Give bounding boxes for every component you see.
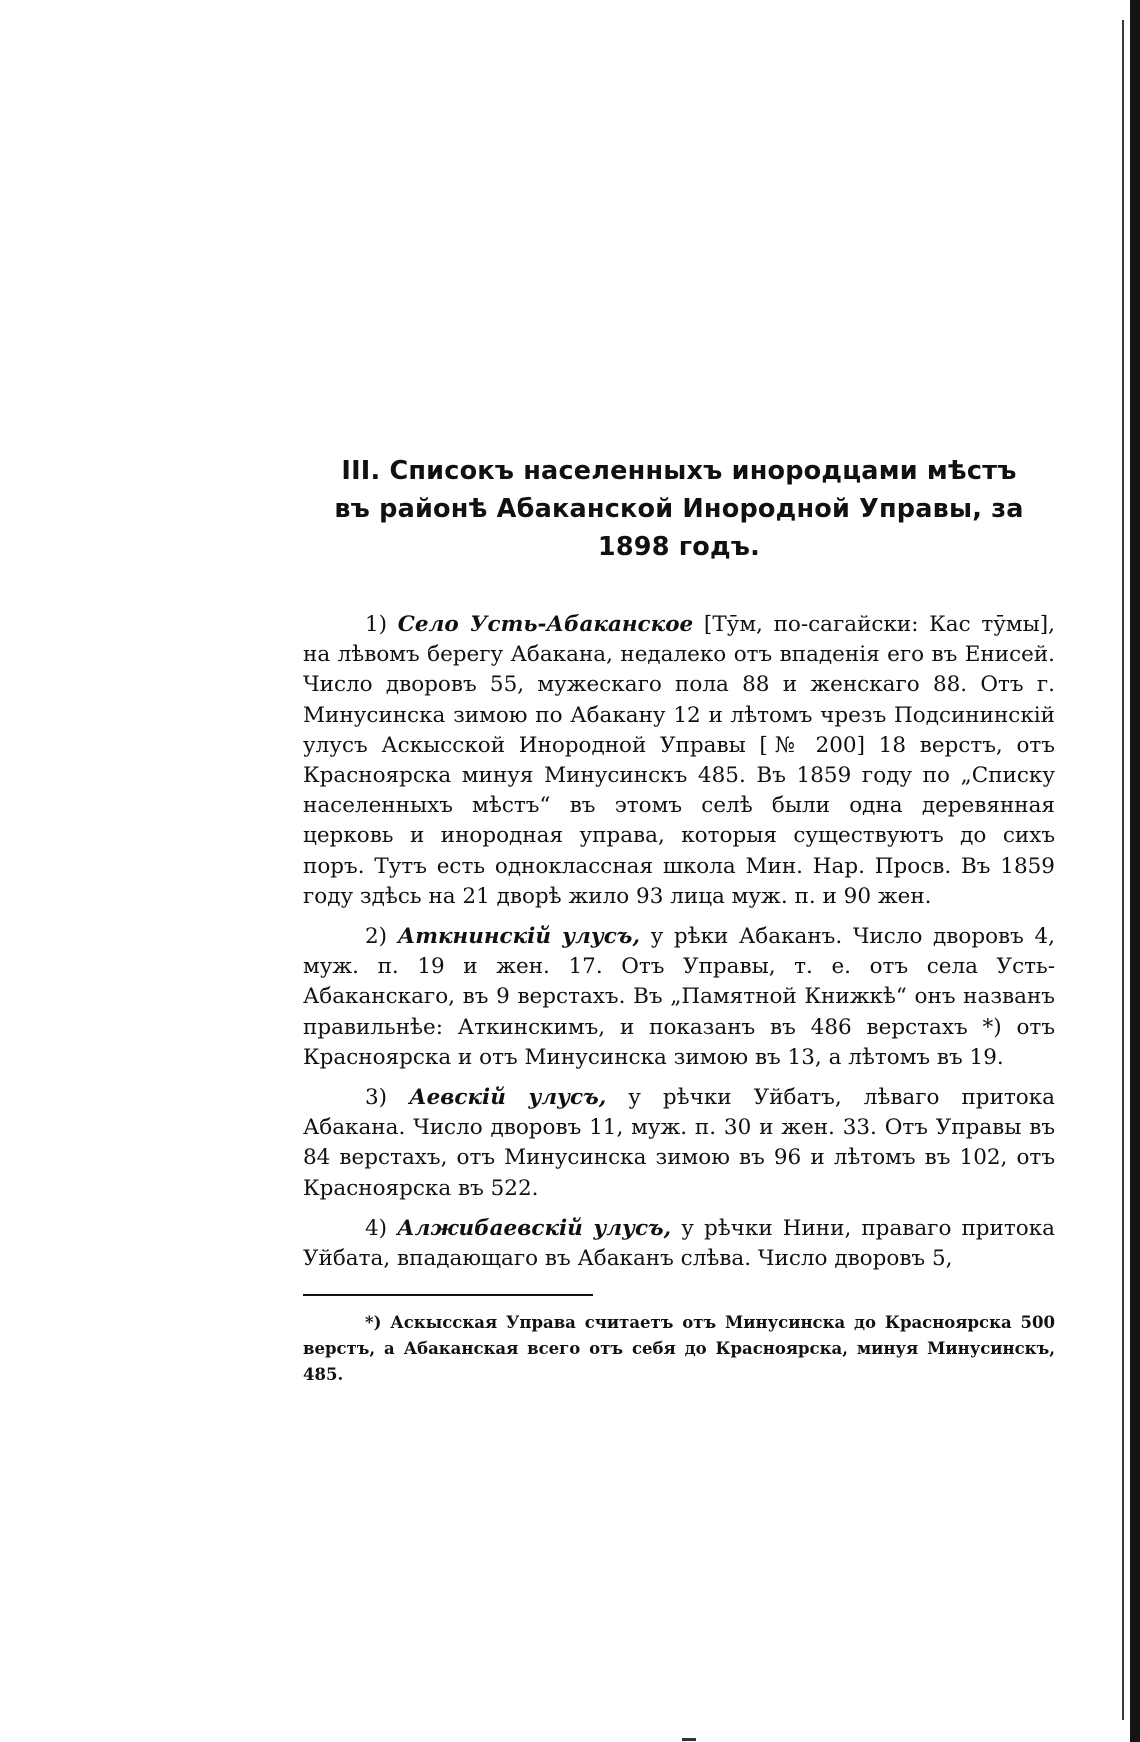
entry-name: Аевскій улусъ, xyxy=(409,1085,607,1111)
entry-name: Аткнинскій улусъ, xyxy=(397,924,640,950)
footnote-divider xyxy=(303,1294,593,1296)
heading-line-2: въ районѣ Абаканской Инородной Управы, за xyxy=(334,494,1024,524)
entry-name: Село Усть-Абаканское xyxy=(397,612,694,637)
entry-name: Алжибаевскій улусъ, xyxy=(397,1215,672,1241)
entry-2 xyxy=(303,922,1055,1073)
heading-line-1: III. Списокъ населенныхъ инородцами мѣстъ xyxy=(341,456,1017,486)
footnote: *) Аскысская Управа считаетъ отъ Минусинска до Красноярска 500 верстъ, а Абаканская всего отъ себя до Красноярска, минуя Минусинскъ, 485. xyxy=(303,1313,1055,1385)
page-binding-edge xyxy=(1130,0,1140,1742)
entry-text: у рѣчки Уйбатъ, лѣваго притока Абакана. Число дворовъ 11, муж. п. 30 и жен. 33. Отъ Управы въ 84 верстахъ, отъ Минусинска зимою въ 96 и лѣтомъ въ 102, отъ Красноярска въ 522. xyxy=(303,1085,1055,1201)
entry-3 xyxy=(303,1083,1055,1204)
entry-number: 1) xyxy=(365,612,388,637)
entry-1 xyxy=(303,610,1055,912)
entry-text: у рѣчки Нини, праваго притока Уйбата, впадающаго въ Абаканъ слѣва. Число дворовъ 5, xyxy=(303,1215,1055,1272)
entry-number: 4) xyxy=(365,1215,388,1241)
entry-4 xyxy=(303,1214,1055,1274)
entry-text: у рѣки Абаканъ. Число дворовъ 4, муж. п. 19 и жен. 17. Отъ Управы, т. е. отъ села Усть-Абаканскаго, въ 9 верстахъ. Въ „Памятной Книжкѣ“ онъ названъ правильнѣе: Аткинскимъ, и показанъ въ 486 верстахъ *) отъ Красноярска и отъ Минусинска зимою въ 13, а лѣтомъ въ 19. xyxy=(303,924,1055,1070)
entry-number: 2) xyxy=(365,924,388,950)
heading-line-3: 1898 годъ. xyxy=(597,532,761,562)
entry-number: 3) xyxy=(365,1085,388,1111)
scan-mark xyxy=(682,1738,696,1741)
text-block xyxy=(303,452,1055,1388)
page-edge-line xyxy=(1122,20,1124,1720)
section-heading xyxy=(303,452,1055,566)
entry-text: [Тӯм, по-сагайски: Кас тӯмы], на лѣвомъ берегу Абакана, недалеко отъ впаденія его въ Енисей. Число дворовъ 55, мужескаго пола 88 и женскаго 88. Отъ г. Минусинска зимою по Абакану 12 и лѣтомъ чрезъ Подсининскій улусъ Аскысской Инородной Управы [№ 200] 18 верстъ, отъ Красноярска минуя Минусинскъ 485. Въ 1859 году по „Списку населенныхъ мѣстъ“ въ этомъ селѣ были одна деревянная церковь и инородная управа, которыя существуютъ до сихъ поръ. Тутъ есть одноклассная школа Мин. Нар. Просв. Въ 1859 году здѣсь на 21 дворѣ жило 93 лица муж. п. и 90 жен. xyxy=(303,612,1055,909)
